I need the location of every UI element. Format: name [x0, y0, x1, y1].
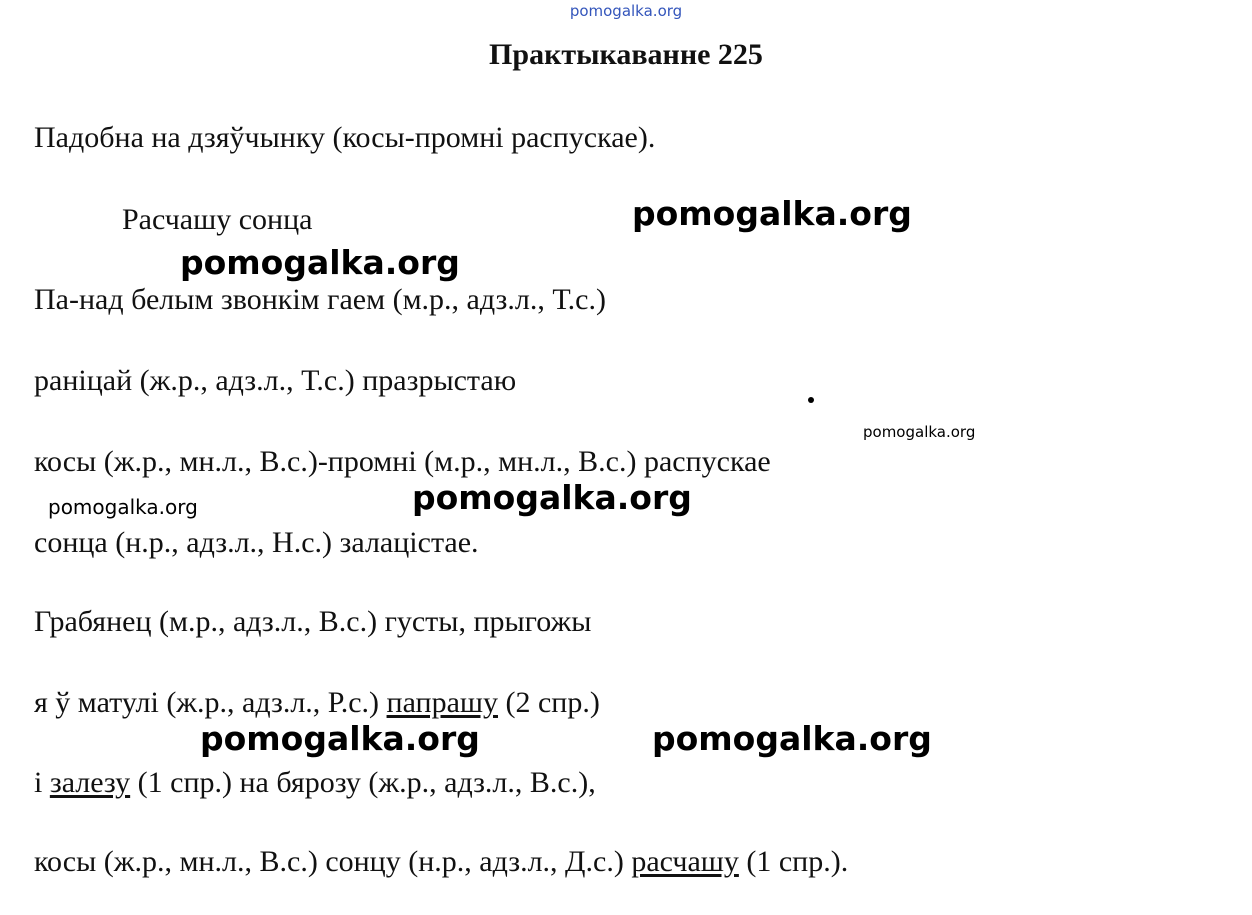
poem-line-8-start: косы (ж.р., мн.л., В.с.) сонцу (н.р., адз.л., Д.с.) — [34, 845, 632, 878]
site-link[interactable]: pomogalka.org — [569, 2, 683, 20]
poem-line-5: Грабянец (м.р., адз.л., В.с.) густы, прыгожы — [34, 605, 592, 638]
underlined-verb-zalezu: залезу — [49, 766, 131, 799]
poem-line-2: раніцай (ж.р., адз.л., Т.с.) празрыстаю — [34, 364, 517, 397]
poem-title: Расчашу сонца — [122, 203, 313, 236]
stray-dot — [808, 397, 814, 403]
poem-line-1: Па-над белым звонкім гаем (м.р., адз.л., Т.с.) — [34, 283, 606, 316]
poem-line-6 — [34, 688, 600, 718]
watermark: pomogalka.org — [863, 423, 976, 441]
watermark: pomogalka.org — [652, 719, 932, 758]
watermark: pomogalka.org — [200, 719, 480, 758]
poem-line-8 — [34, 847, 848, 877]
watermark: pomogalka.org — [412, 478, 692, 517]
poem-line-7-end: (1 спр.) на бярозу (ж.р., адз.л., В.с.), — [130, 766, 596, 799]
poem-line-8-end: (1 спр.). — [738, 845, 849, 878]
poem-line-7 — [34, 768, 596, 798]
poem-line-6-start: я ў матулі (ж.р., адз.л., Р.с.) — [34, 686, 387, 719]
poem-line-3: косы (ж.р., мн.л., В.с.)-промні (м.р., мн.л., В.с.) распускае — [34, 445, 771, 478]
intro-text: Падобна на дзяўчынку (косы-промні распускае). — [34, 121, 656, 154]
watermark: pomogalka.org — [632, 194, 912, 233]
poem-line-4: сонца (н.р., адз.л., Н.с.) залацістае. — [34, 526, 479, 559]
watermark: pomogalka.org — [48, 495, 198, 519]
underlined-verb-raschashu: расчашу — [631, 845, 739, 878]
poem-line-6-end: (2 спр.) — [498, 686, 600, 719]
poem-line-7-start: і — [34, 766, 50, 799]
watermark: pomogalka.org — [180, 243, 460, 282]
underlined-verb-paprashu: папрашу — [386, 686, 498, 719]
page-title: Практыкаванне 225 — [489, 38, 763, 71]
